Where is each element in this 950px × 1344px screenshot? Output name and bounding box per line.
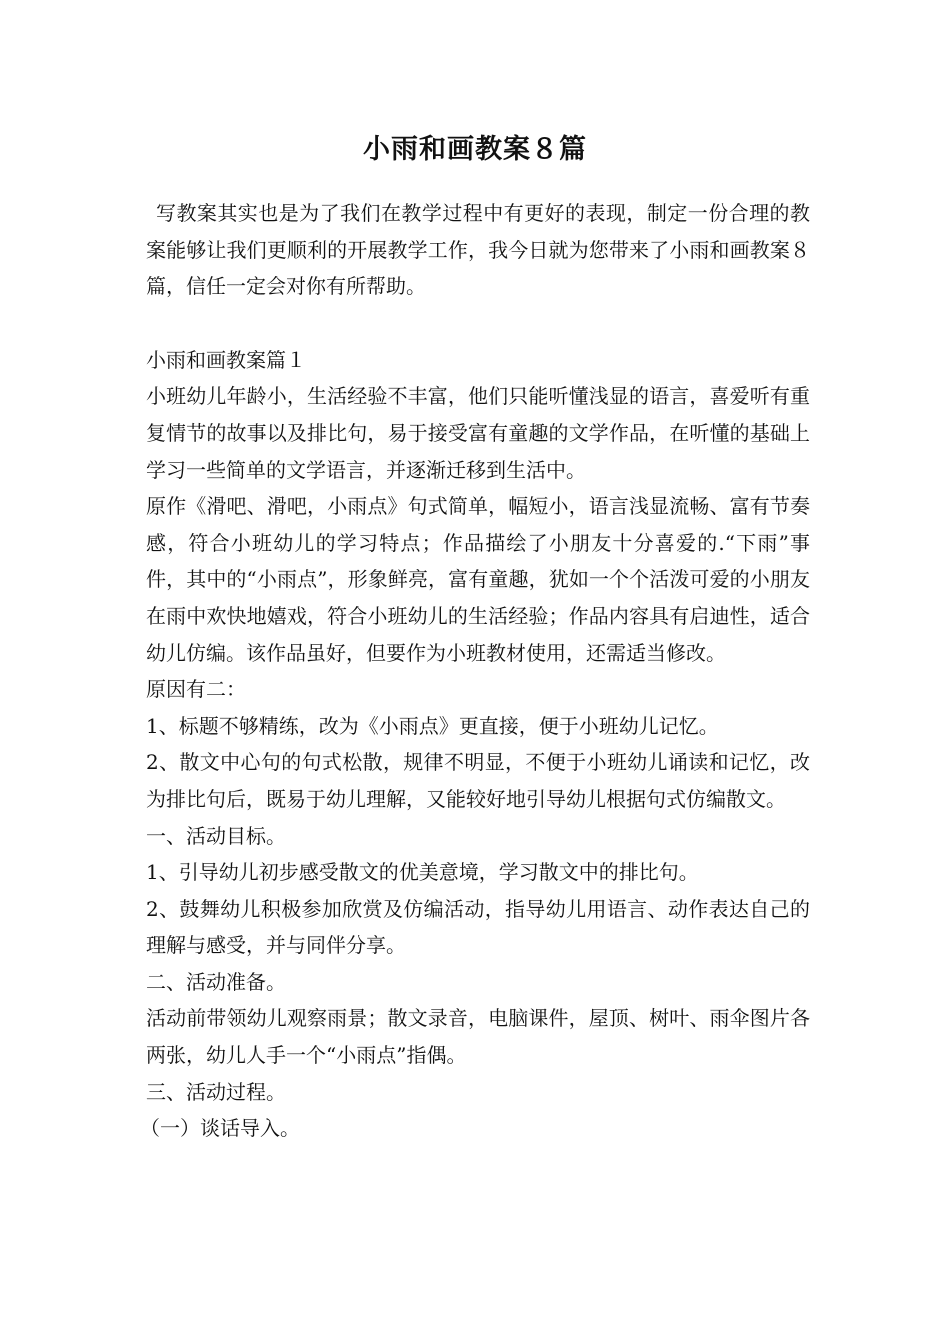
subsection-heading: （一）谈话导入。 xyxy=(140,1116,300,1141)
document-body xyxy=(140,195,810,1147)
paragraph: 原作《滑吧、滑吧，小雨点》句式简单，幅短小，语言浅显流畅、富有节奏感，符合小班幼儿的学习特点；作品描绘了小朋友十分喜爱的.“下雨”事件，其中的“小雨点”，形象鲜亮，富有童趣，犹如一个个活泼可爱的小朋友在雨中欢快地嬉戏，符合小班幼儿的生活经验；作品内容具有启迪性，适合幼儿仿编。该作品虽好，但要作为小班教材使用，还需适当修改。 xyxy=(146,494,810,665)
section-subheading: 二、活动准备。 xyxy=(146,969,286,994)
section-heading: 小雨和画教案篇１ xyxy=(146,347,306,372)
list-item: 2、散文中心句的句式松散，规律不明显，不便于小班幼儿诵读和记忆，改为排比句后，既易于幼儿理解，又能较好地引导幼儿根据句式仿编散文。 xyxy=(146,750,810,811)
list-item: 1、标题不够精练，改为《小雨点》更直接，便于小班幼儿记忆。 xyxy=(146,713,719,738)
section-subheading: 三、活动过程。 xyxy=(146,1079,286,1104)
paragraph: 原因有二： xyxy=(146,677,246,702)
list-item: 2、鼓舞幼儿积极参加欣赏及仿编活动，指导幼儿用语言、动作表达自己的理解与感受，并与同伴分享。 xyxy=(146,896,810,958)
paragraph: 活动前带领幼儿观察雨景；散文录音，电脑课件，屋顶、树叶、雨伞图片各两张，幼儿人手一个“小雨点”指偶。 xyxy=(146,1006,810,1068)
paragraph-spacer xyxy=(146,305,810,342)
list-item: 1、引导幼儿初步感受散文的优美意境，学习散文中的排比句。 xyxy=(146,860,699,885)
intro-paragraph: 写教案其实也是为了我们在教学过程中有更好的表现，制定一份合理的教案能够让我们更顺利的开展教学工作，我今日就为您带来了小雨和画教案８篇，信任一定会对你有所帮助。 xyxy=(146,201,810,299)
paragraph: 小班幼儿年龄小，生活经验不丰富，他们只能听懂浅显的语言，喜爱听有重复情节的故事以及排比句，易于接受富有童趣的文学作品，在听懂的基础上学习一些简单的文学语言，并逐渐迁移到生活中。 xyxy=(146,384,810,482)
document-title: 小雨和画教案８篇 xyxy=(363,134,587,165)
section-subheading: 一、活动目标。 xyxy=(146,823,286,848)
